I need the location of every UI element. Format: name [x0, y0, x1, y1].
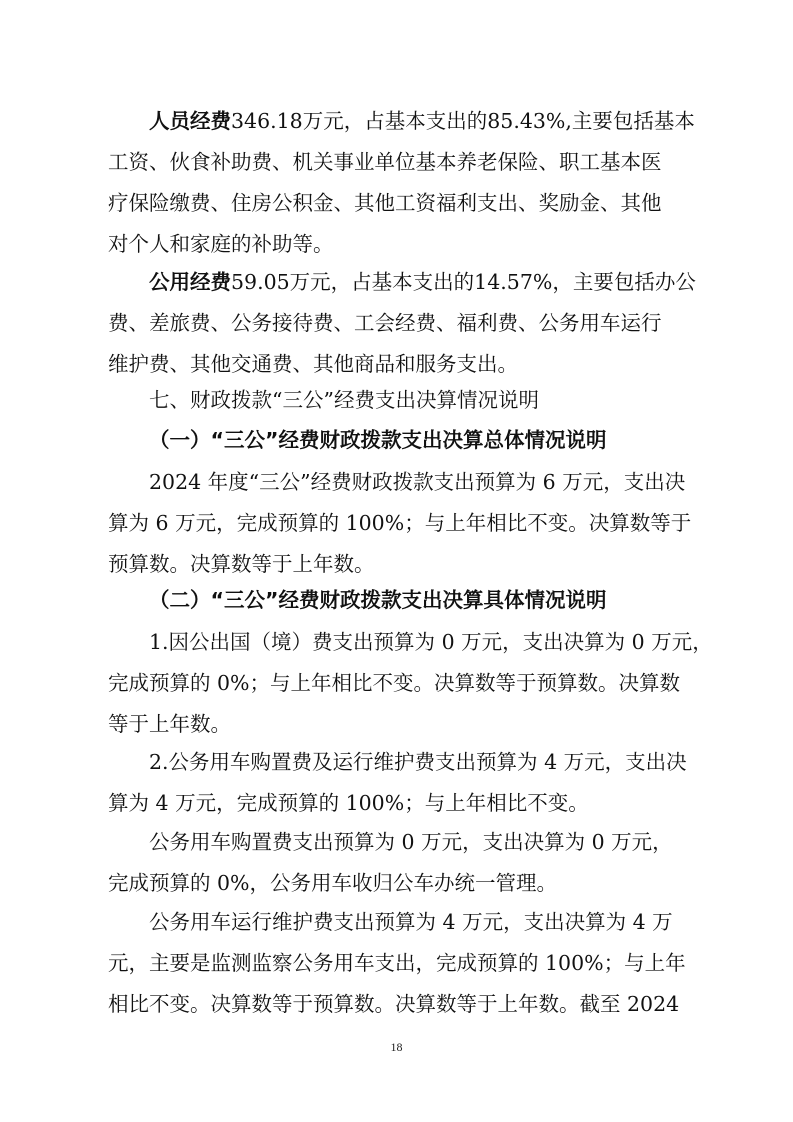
public-expense-label: 公用经费 [149, 270, 231, 294]
paragraph-line: 2.公务用车购置费及运行维护费支出预算为 4 万元，支出决 [149, 750, 687, 774]
personnel-expense-paragraph [108, 101, 695, 265]
public-expense-paragraph [108, 262, 696, 385]
paragraph-line: 算为 4 万元，完成预算的 100%；与上年相比不变。 [108, 791, 589, 815]
paragraph-line: 完成预算的 0%，公务用车收归公车办统一管理。 [108, 871, 558, 895]
paragraph-line: 相比不变。决算数等于预算数。决算数等于上年数。截至 2024 [108, 992, 680, 1016]
paragraph-line: 费、差旅费、公务接待费、工会经费、福利费、公务用车运行 [108, 311, 662, 335]
paragraph-line: 2024 年度“三公”经费财政拨款支出预算为 6 万元，支出决 [149, 470, 686, 494]
paragraph-line: 工资、伙食补助费、机关事业单位基本养老保险、职工基本医 [108, 150, 662, 174]
subsection-heading-1: （一）“三公”经费财政拨款支出决算总体情况说明 [149, 428, 607, 452]
paragraph-line: 维护费、其他交通费、其他商品和服务支出。 [108, 352, 518, 376]
paragraph-line: 等于上年数。 [108, 712, 231, 736]
paragraph-line: 完成预算的 0%；与上年相比不变。决算数等于预算数。决算数 [108, 671, 681, 695]
paragraph-line [108, 262, 696, 303]
page-number: 18 [390, 1040, 403, 1054]
paragraph-line: 1.因公出国（境）费支出预算为 0 万元，支出决算为 0 万元， [149, 630, 713, 654]
paragraph-line [108, 101, 695, 142]
paragraph-line: 公务用车购置费支出预算为 0 万元，支出决算为 0 万元， [149, 830, 673, 854]
paragraph-line: 预算数。决算数等于上年数。 [108, 552, 375, 576]
overall-summary-paragraph [108, 462, 692, 585]
vehicle-operation-paragraph [108, 902, 688, 1025]
paragraph-line: 元，主要是监测监察公务用车支出，完成预算的 100%；与上年 [108, 951, 686, 975]
section-heading: 七、财政拨款“三公”经费支出决算情况说明 [149, 388, 539, 412]
paragraph-text: 346.18万元，占基本支出的85.43%,主要包括基本 [231, 109, 695, 133]
paragraph-line: 对个人和家庭的补助等。 [108, 232, 334, 256]
subsection-heading-2: （二）“三公”经费财政拨款支出决算具体情况说明 [149, 588, 607, 612]
overseas-expense-paragraph [108, 622, 713, 745]
paragraph-line: 算为 6 万元，完成预算的 100%；与上年相比不变。决算数等于 [108, 511, 692, 535]
paragraph-line: 疗保险缴费、住房公积金、其他工资福利支出、奖励金、其他 [108, 191, 662, 215]
vehicle-expense-paragraph [108, 742, 688, 824]
personnel-expense-label: 人员经费 [149, 109, 231, 133]
paragraph-text: 59.05万元，占基本支出的14.57%，主要包括办公 [231, 270, 696, 294]
paragraph-line: 公务用车运行维护费支出预算为 4 万元，支出决算为 4 万 [149, 910, 673, 934]
vehicle-purchase-paragraph [108, 822, 688, 904]
